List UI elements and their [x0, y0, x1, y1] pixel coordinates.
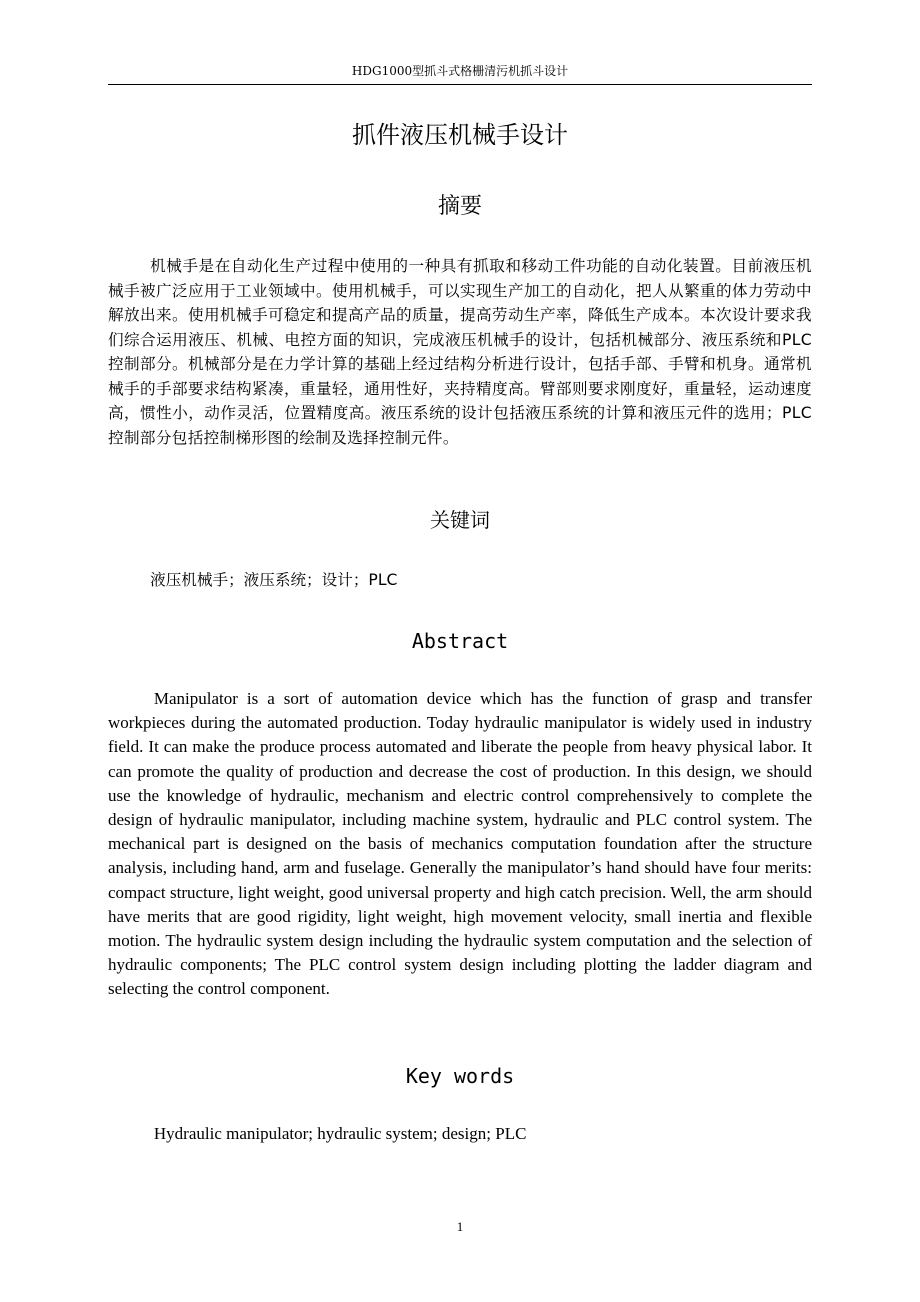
keywords-en-heading: Key words — [405, 1064, 515, 1088]
abstract-en-heading: Abstract — [411, 629, 509, 653]
abstract-cn-heading: 摘要 — [437, 194, 482, 219]
abstract-en-body: Manipulator is a sort of automation device which has the function of grasp and transfer workpieces during the automated production. Today hydraulic manipulator is widely used in industry field. It can make the produce process automated and liberate the people from heavy physical labor. It can promote the quality of production and decrease the cost of production. In this design, we should use the knowledge of hydraulic, mechanism and electric control comprehensively to complete the design of hydraulic manipulator, including machine system, hydraulic and PLC control system. The mechanical part is designed on the basis of mechanics computation foundation after the structure analysis, including hand, arm and fuselage. Generally the manipulator’s hand should have four merits: compact structure, light weight, good universal property and high catch precision. Well, the arm should have merits that are good rigidity, light weight, high movement velocity, small inertia and flexible motion. The hydraulic system design including the hydraulic system computation and the selection of hydraulic components; The PLC control system design including plotting the ladder diagram and selecting the control component. — [108, 689, 812, 999]
keywords-cn-body: 液压机械手；液压系统；设计；PLC — [150, 571, 398, 589]
document-title: 抓件液压机械手设计 — [352, 121, 568, 149]
abstract-cn-body: 机械手是在自动化生产过程中使用的一种具有抓取和移动工件功能的自动化装置。目前液压机械手被广泛应用于工业领域中。使用机械手，可以实现生产加工的自动化，把人从繁重的体力劳动中解放出来。使用机械手可稳定和提高产品的质量，提高劳动生产率，降低生产成本。本次设计要求我们综合运用液压、机械、电控方面的知识，完成液压机械手的设计，包括机械部分、液压系统和PLC控制部分。机械部分是在力学计算的基础上经过结构分析进行设计，包括手部、手臂和机身。通常机械手的手部要求结构紧凑，重量轻，通用性好，夹持精度高。臂部则要求刚度好，重量轻，运动速度高，惯性小，动作灵活，位置精度高。液压系统的设计包括液压系统的计算和液压元件的选用；PLC控制部分包括控制梯形图的绘制及选择控制元件。 — [108, 257, 812, 447]
page-number: 1 — [456, 1219, 464, 1234]
running-header: HDG1000型抓斗式格栅清污机抓斗设计 — [351, 64, 569, 78]
header-rule — [108, 84, 812, 85]
keywords-cn-heading: 关键词 — [430, 508, 490, 532]
keywords-en-body: Hydraulic manipulator; hydraulic system; design; PLC — [153, 1124, 527, 1143]
